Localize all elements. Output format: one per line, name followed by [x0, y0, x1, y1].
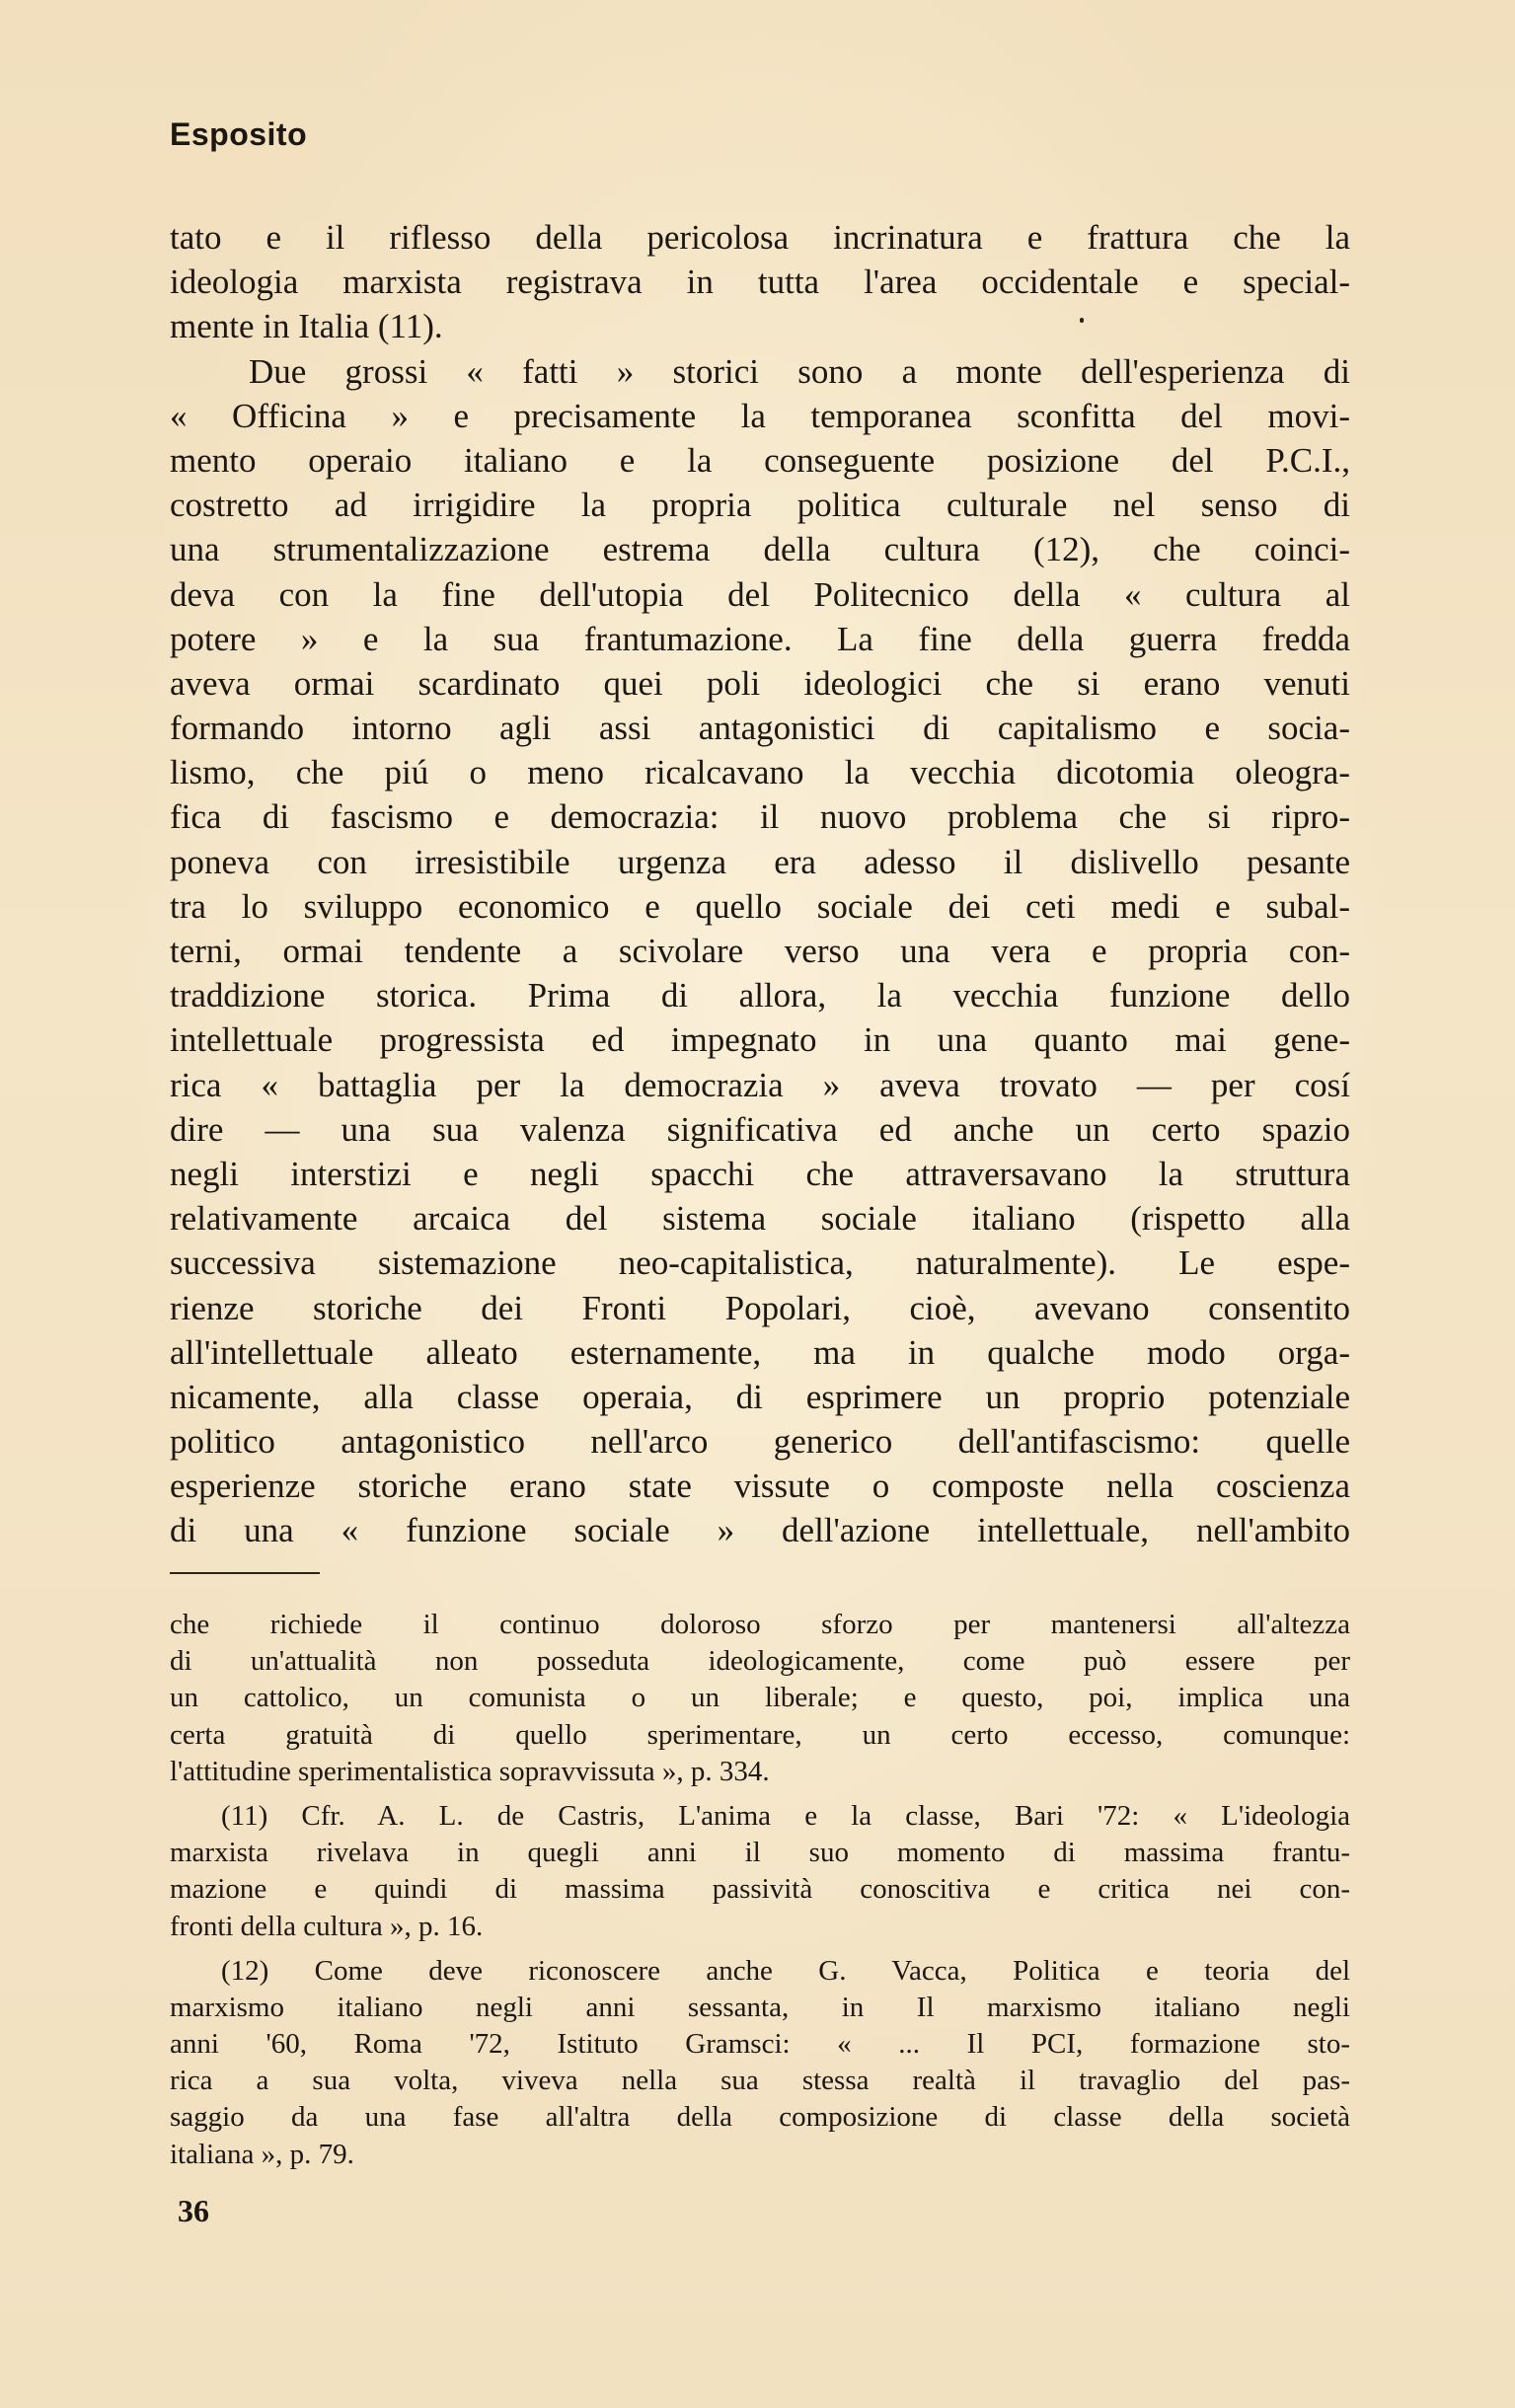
- body-line: tra lo sviluppo economico e quello sociale dei ceti medi e subal-: [170, 886, 1350, 926]
- footnote-11-line: fronti della cultura », p. 16.: [170, 1910, 484, 1942]
- footnote-line: certa gratuità di quello sperimentare, un certo eccesso, comunque:: [170, 1718, 1350, 1751]
- body-line: « Officina » e precisamente la temporanea sconfitta del movi-: [170, 396, 1350, 435]
- footnote-12-line: saggio da una fase all'altra della composizione di classe della società: [170, 2101, 1350, 2134]
- body-line: deva con la fine dell'utopia del Politecnico della « cultura al: [170, 574, 1350, 614]
- body-line: Due grossi « fatti » storici sono a monte dell'esperienza di: [249, 351, 1350, 391]
- body-line: mente in Italia (11).: [170, 307, 443, 346]
- body-line: dire — una sua valenza significativa ed anche un certo spazio: [170, 1109, 1350, 1149]
- body-line: costretto ad irrigidire la propria politica culturale nel senso di: [170, 486, 1350, 525]
- body-line: terni, ormai tendente a scivolare verso una vera e propria con-: [170, 932, 1350, 970]
- body-line: all'intellettuale alleato esternamente, ma in qualche modo orga-: [170, 1332, 1350, 1372]
- footnote-12-line: anni '60, Roma '72, Istituto Gramsci: « ... Il PCI, formazione sto-: [170, 2028, 1350, 2061]
- footnote-line: che richiede il continuo doloroso sforzo per mantenersi all'altezza: [170, 1609, 1350, 1640]
- body-line: relativamente arcaica del sistema sociale italiano (rispetto alla: [170, 1199, 1350, 1239]
- footnotes: [170, 1607, 1350, 2173]
- body-line: lismo, che piú o meno ricalcavano la vecchia dicotomia oleogra-: [170, 753, 1350, 792]
- footnote-12-line: marxismo italiano negli anni sessanta, in Il marxismo italiano negli: [170, 1991, 1350, 2023]
- body-line: poneva con irresistibile urgenza era adesso il dislivello pesante: [170, 842, 1350, 881]
- body-line: successiva sistemazione neo-capitalistica, naturalmente). Le espe-: [170, 1243, 1350, 1283]
- footnote-line: un cattolico, un comunista o un liberale; e questo, poi, implica una: [170, 1682, 1350, 1714]
- page-number: 36: [178, 2193, 209, 2228]
- body-line: intellettuale progressista ed impegnato in una quanto mai gene-: [170, 1020, 1350, 1060]
- body-line: aveva ormai scardinato quei poli ideologici che si erano venuti: [170, 663, 1350, 703]
- body-line: di una « funzione sociale » dell'azione intellettuale, nell'ambito: [170, 1511, 1350, 1550]
- body-line: traddizione storica. Prima di allora, la vecchia funzione dello: [170, 976, 1350, 1016]
- body-line: mento operaio italiano e la conseguente posizione del P.C.I.,: [170, 440, 1350, 480]
- body-line: esperienze storiche erano state vissute o composte nella coscienza: [170, 1467, 1350, 1506]
- body-line: fica di fascismo e democrazia: il nuovo problema che si ripro-: [170, 797, 1350, 837]
- body-line: nicamente, alla classe operaia, di esprimere un proprio potenziale: [170, 1377, 1350, 1416]
- body-line: negli interstizi e negli spacchi che attraversavano la struttura: [170, 1154, 1350, 1193]
- footnote-11-line: marxista rivelava in quegli anni il suo momento di massima frantu-: [170, 1837, 1350, 1869]
- body-line: una strumentalizzazione estrema della cultura (12), che coinci-: [170, 530, 1350, 569]
- footnote-12-line: italiana », p. 79.: [170, 2138, 354, 2170]
- footnote-line: l'attitudine sperimentalistica sopravvissuta », p. 334.: [170, 1755, 770, 1787]
- footnote-11-line: mazione e quindi di massima passività conoscitiva e critica nei con-: [170, 1873, 1350, 1906]
- body-text: [170, 215, 1350, 1553]
- body-line: politico antagonistico nell'arco generico dell'antifascismo: quelle: [170, 1422, 1350, 1462]
- footnote-12-line: (12) Come deve riconoscere anche G. Vacca, Politica e teoria del: [221, 1954, 1350, 1987]
- footnote-11-line: (11) Cfr. A. L. de Castris, L'anima e la classe, Bari '72: « L'ideologia: [221, 1799, 1350, 1832]
- body-line: rienze storiche dei Fronti Popolari, cioè, avevano consentito: [170, 1288, 1350, 1327]
- body-line: ideologia marxista registrava in tutta l'area occidentale e special-: [170, 263, 1350, 302]
- running-head: Esposito: [170, 116, 308, 152]
- ink-speck: [1080, 318, 1084, 323]
- footnote-line: di un'attualità non posseduta ideologicamente, come può essere per: [170, 1645, 1350, 1678]
- footnote-rule: [170, 1572, 320, 1574]
- body-line: tato e il riflesso della pericolosa incrinatura e frattura che la: [170, 218, 1350, 257]
- footnote-12-line: rica a sua volta, viveva nella sua stessa realtà il travaglio del pas-: [170, 2065, 1350, 2097]
- body-line: rica « battaglia per la democrazia » aveva trovato — per cosí: [170, 1065, 1350, 1104]
- body-line: formando intorno agli assi antagonistici di capitalismo e socia-: [170, 709, 1350, 748]
- body-line: potere » e la sua frantumazione. La fine della guerra fredda: [170, 619, 1350, 658]
